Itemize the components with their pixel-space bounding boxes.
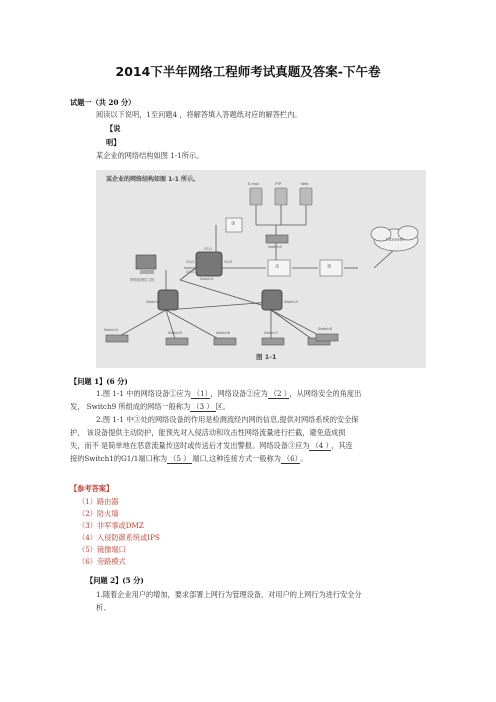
question1-intro: 阅读以下说明，1至问题4 ，将解答填入答题纸对应的解答栏内。 (96, 110, 302, 119)
port-g14-label: G1/4 (186, 270, 195, 274)
problem1-line1 (96, 389, 361, 399)
port-g12-label: G1/2 (186, 260, 195, 264)
problem1-line3: 2.图 1-1 中③处的网络设备的作用是检测流经内网的信息,提供对网络系统的安全保 (96, 415, 359, 424)
problem1-line4: 护， 该设备提供主动防护，能预先对入侵活动和攻击性网络流量进行拦截，避免造成损 (70, 428, 346, 437)
blank-5: （5 ） (169, 454, 191, 463)
problem1-line6-text-a: 接的Switch1的G1/1端口称为 (70, 454, 168, 463)
problem1-line2 (70, 402, 230, 412)
answer-3: （3）非军事或DMZ (78, 521, 144, 530)
port-g11-label: G1/1 (204, 247, 213, 251)
figure-title: 某企业的网络结构如图 1-1 所示。 (106, 176, 200, 183)
switch1-label: Switch1 (200, 277, 214, 281)
server-web-label: Web (301, 182, 309, 186)
problem1-line1-text-b: ，网络设备②应为 (210, 389, 268, 398)
figure-caption: 图 1-1 (256, 353, 277, 361)
blank-6: （6） (282, 454, 299, 463)
problem2-line2: 析、 (96, 603, 111, 612)
problem2-line1: 1.随着企业用户的增加，要求部署上网行为管理设备，对用户的上网行为进行安全分 (96, 590, 362, 599)
network-diagram (96, 170, 426, 368)
problem1-line5 (70, 441, 353, 451)
answer-1: （1）路由器 (78, 497, 119, 506)
problem1-line1-text-c: ，从网络安全的角度出 (289, 389, 362, 398)
answer-2: （2）防火墙 (78, 509, 119, 518)
problem1-line2-text-b: 区。 (215, 402, 230, 411)
switch4-label: Switch4 (104, 328, 118, 332)
problem2-heading: 【问题 2】(5 分) (86, 576, 144, 585)
problem1-line5-text-b: ，其连 (331, 441, 353, 450)
device-3-label: ③ (231, 221, 236, 227)
switch5-label: Switch5 (168, 331, 182, 335)
problem1-heading: 【问题 1】(6 分) (70, 377, 128, 386)
blank-2: （2 ） (269, 389, 288, 398)
switch3-label: Switch3 (284, 300, 298, 304)
port-g13-label: G1/3 (224, 260, 233, 264)
server-email-label: E-mail (248, 182, 259, 186)
network-diagram-figure (96, 170, 426, 368)
device-2-label: ② (327, 264, 332, 270)
problem1-line5-text-a: 失，而不 是简单地在恶意流量传送时或传送后才发出警报。网络设备③应为 (70, 441, 310, 450)
problem1-line1-text-a: 1.图 1-1 中的网络设备①应为 (96, 389, 191, 398)
answer-6: （6）旁路模式 (78, 557, 126, 566)
problem1-line2-text-a: 发， Switch9 所组成的网络一般称为 (70, 402, 191, 411)
explanation-label-a: 【说 (106, 124, 121, 133)
question1-heading: 试题一（共 20 分） (70, 98, 136, 107)
document-title: 2014下半年网络工程师考试真题及答案-下午卷 (115, 64, 381, 79)
switch2-label: Switch2 (146, 300, 160, 304)
network-description: 某企业的网络结构如图 1-1所示。 (96, 151, 204, 160)
switch9-label: Switch9 (268, 245, 282, 249)
server-ftp-label: FTP (275, 182, 282, 186)
blank-1: （1） (192, 389, 209, 398)
answer-5: （5）镜像端口 (78, 545, 126, 554)
answers-heading: 【参考答案】 (70, 484, 114, 493)
answer-4: （4）入侵防御系统或IPS (78, 533, 160, 542)
blank-3: （3 ） (192, 402, 214, 411)
switch7-label: Switch7 (264, 331, 278, 335)
switch6-label: Switch6 (216, 331, 230, 335)
admin-host-label: 网络管理员主机 (130, 278, 155, 282)
explanation-label-b: 明】 (106, 138, 121, 147)
problem1-line6-text-b: 端口,这种连接方式一般称为 (192, 454, 281, 463)
switch8-label: Switch8 (318, 327, 332, 331)
device-1-label: ① (275, 264, 280, 270)
blank-4: （4 ） (311, 441, 330, 450)
problem1-line6 (70, 454, 307, 464)
problem1-line6-text-c: 。 (300, 454, 308, 463)
internet-label: Internet (386, 238, 404, 243)
